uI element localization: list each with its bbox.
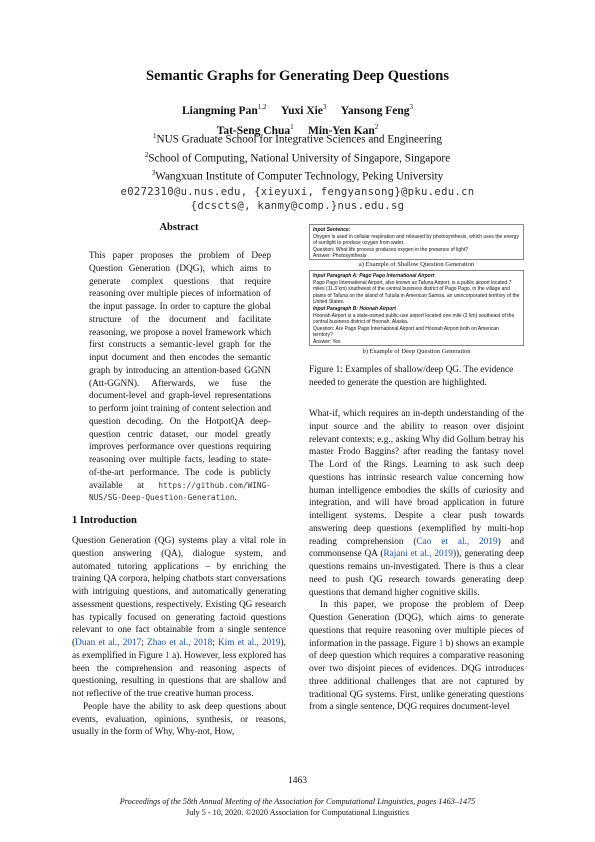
figure-answer: Answer: Photosynthesis bbox=[313, 253, 367, 260]
figure-1b-caption: b) Example of Deep Question Generation bbox=[362, 348, 471, 355]
affiliations bbox=[0, 129, 595, 214]
paragraph: People have the ability to ask deep questions about events, evaluation, opinions, synthesis, or reasons, usually in the form of Why, Why-not, How, bbox=[72, 701, 286, 738]
section-heading: 1 Introduction bbox=[72, 515, 137, 526]
authors-line-1: Liangming Pan$^{1,2}$ Yuxi Xie$^3$ Yansong Feng$^3$ bbox=[181, 103, 413, 117]
paragraph: In this paper, we propose the problem of Deep Question Generation (DQG), which aims to generate questions that require reasoning over multiple pieces of information in the passage. Figure 1 b) shows an example of deep question which requires a comparative reasoning over two disjoint pieces of evidences. DQG introduces three additional challenges that are not captured by traditional QG systems. First, unlike generating questions from a single sentence, DQG requires document-level bbox=[309, 600, 524, 713]
figure-1a-caption: a) Example of Shallow Question Generation bbox=[358, 261, 475, 268]
figure-1b-box: Input Paragraph A: Pago Pago International Airport Pago Pago International Airport, also known as Tafuna Airport, is a public airport located 7 miles (11.3 km) southwest of the central business district of Pago Pago, in the village and plains of Tafuna on the island of Tutuila in American Samoa, an unincorporated territory of the United States. Input Paragraph B: Hoonah Airport Hoonah Airport is a state-owned public-use airport located one mile (2 km) southeast of the central business district of Hoonah, Alaska. Question: Are Pago Pago International Airport and Hoonah Airport both on American territory? Answer: Yes bbox=[309, 270, 524, 346]
author-name: Tat-Seng Chua bbox=[216, 124, 291, 137]
author-name: Yuxi Xie bbox=[280, 104, 323, 117]
author-name: Yansong Feng bbox=[340, 104, 410, 117]
affiliation: $^3$Wangxuan Institute of Computer Technology, Peking University bbox=[151, 169, 444, 183]
citation-link[interactable]: Cao et al., 2019 bbox=[416, 536, 498, 547]
figure-1a-box: Input Sentence: Oxygen is used in cellular respiration and released by photosynthesis, which uses the energy of sunlight to produce oxygen from water. Question: What life process produces oxygen in the presence of light? Answer: Photosynthesis bbox=[309, 224, 524, 260]
paragraph: What-if, which requires an in-depth understanding of the input source and the ability to reason over disjoint relevant contexts; e.g., asking Why did Gollum betray his master Frodo Baggins? after reading the fantasy novel The Lord of the Rings. Learning to ask such deep questions has intrinsic research value concerning how human intelligence embodies the skills of curiosity and integration, and will have broad application in future intelligent systems. Despite a clear push towards answering deep questions (exemplified by multi-hop reading comprehension (Cao et al., 2019) and commonsense QA (Rajani et al., 2019)), generating deep questions remains un-investigated. There is thus a clear need to push QG research towards generating deep questions that demand higher cognitive skills. bbox=[309, 409, 525, 598]
author-name: Min-Yen Kan bbox=[308, 124, 375, 137]
introduction-text bbox=[72, 535, 286, 739]
affiliation: $^2$School of Computing, National University of Singapore, Singapore bbox=[144, 150, 451, 165]
figure-question: Question: Are Pago Pago International Airport and Hoonah Airport both on American territory? bbox=[313, 325, 499, 339]
citation-link[interactable]: Rajani et al., 2019 bbox=[383, 549, 453, 560]
figure-ref-link[interactable]: 1 bbox=[165, 650, 170, 661]
proceedings-footer: Proceedings of the 58th Annual Meeting of the Association for Computational Linguistics, pages 1463–1475 July 5 - 10, 2020. ©2020 Association for Computational Linguistics bbox=[119, 797, 476, 817]
paragraph: Question Generation (QG) systems play a vital role in question answering (QA), dialogue system, and automated tutoring applications – by enriching the training QA corpora, helping chatbots start conversations with intriguing questions, and automatically generating assessment questions, respectively. Existing QG research has typically focused on generating factoid questions relevant to one fact obtainable from a single sentence (Duan et al., 2017; Zhao et al., 2018; Kim et al., 2019), as exemplified in Figure 1 a). However, less explored has been the comprehension and reasoning aspects of questioning, resulting in questions that are shallow and not reflective of the true creative human process. bbox=[72, 536, 287, 699]
figure-1-caption: Figure 1: Examples of shallow/deep QG. The evidence needed to generate the question are highlighted. bbox=[309, 365, 514, 388]
code-link[interactable]: https://github.com/WING-NUS/SG-Deep-Question-Generation bbox=[89, 480, 271, 503]
figure-ref-link[interactable]: 1 bbox=[438, 638, 444, 649]
paper-title: Semantic Graphs for Generating Deep Questions bbox=[145, 68, 449, 84]
email-line: {dcscts@, kanmy@comp.}nus.edu.sg bbox=[190, 200, 405, 213]
figure-answer: Answer: Yes bbox=[313, 338, 341, 345]
author-name: Liangming Pan bbox=[181, 104, 258, 117]
figure-paragraph-a: Pago Pago International Airport, also known as Tafuna Airport, is a public airport located 7 miles (11.3 km) southwest of the central business district of Pago Pago, in the village and plains of Tafuna on the island of Tutuila in American Samoa, an unincorporated territory of the United States. bbox=[313, 279, 520, 306]
citation-link[interactable]: Kim et al., 2019 bbox=[217, 638, 281, 648]
citation-link[interactable]: Zhao et al., 2018 bbox=[147, 638, 213, 648]
page-number: 1463 bbox=[288, 776, 307, 786]
abstract-heading: Abstract bbox=[159, 222, 199, 233]
citation-link[interactable]: Duan et al., 2017 bbox=[75, 638, 142, 648]
figure-paragraph-b: Hoonah Airport is a state-owned public-use airport located one mile (2 km) southeast of the central business district of Hoonah, Alaska. bbox=[313, 312, 515, 326]
affiliation: $^1$NUS Graduate School for Integrative Sciences and Engineering bbox=[153, 132, 442, 146]
figure-sentence: Oxygen is used in cellular respiration and released by photosynthesis, which uses the energy of sunlight to produce oxygen from water. bbox=[313, 233, 519, 247]
right-column-text bbox=[309, 408, 524, 714]
email-line: e0272310@u.nus.edu, {xieyuxi, fengyansong}@pku.edu.cn bbox=[120, 185, 475, 198]
figure-question: Question: What life process produces oxygen in the presence of light? bbox=[313, 246, 469, 253]
abstract-body: This paper proposes the problem of Deep Question Generation (DQG), which aims to generate complex questions that require reasoning over multiple pieces of information of the input passage. In order to capture the global structure of the document and facilitate reasoning, we propose a novel framework which first constructs a semantic-level graph for the input document and then encodes the semantic graph by introducing an attention-based GGNN (Att-GGNN). Afterwards, we fuse the document-level and graph-level representations to perform joint training of content selection and question decoding. On the HotpotQA deep-question centric dataset, our model greatly improves performance over questions requiring reasoning over multiple facts, leading to state-of-the-art performance. The code is publicly available at https://github.com/WING-NUS/SG-Deep-Question-Generation. bbox=[89, 251, 271, 504]
authors-line-2: Tat-Seng Chua$^1$ Min-Yen Kan$^2$ bbox=[216, 122, 379, 137]
